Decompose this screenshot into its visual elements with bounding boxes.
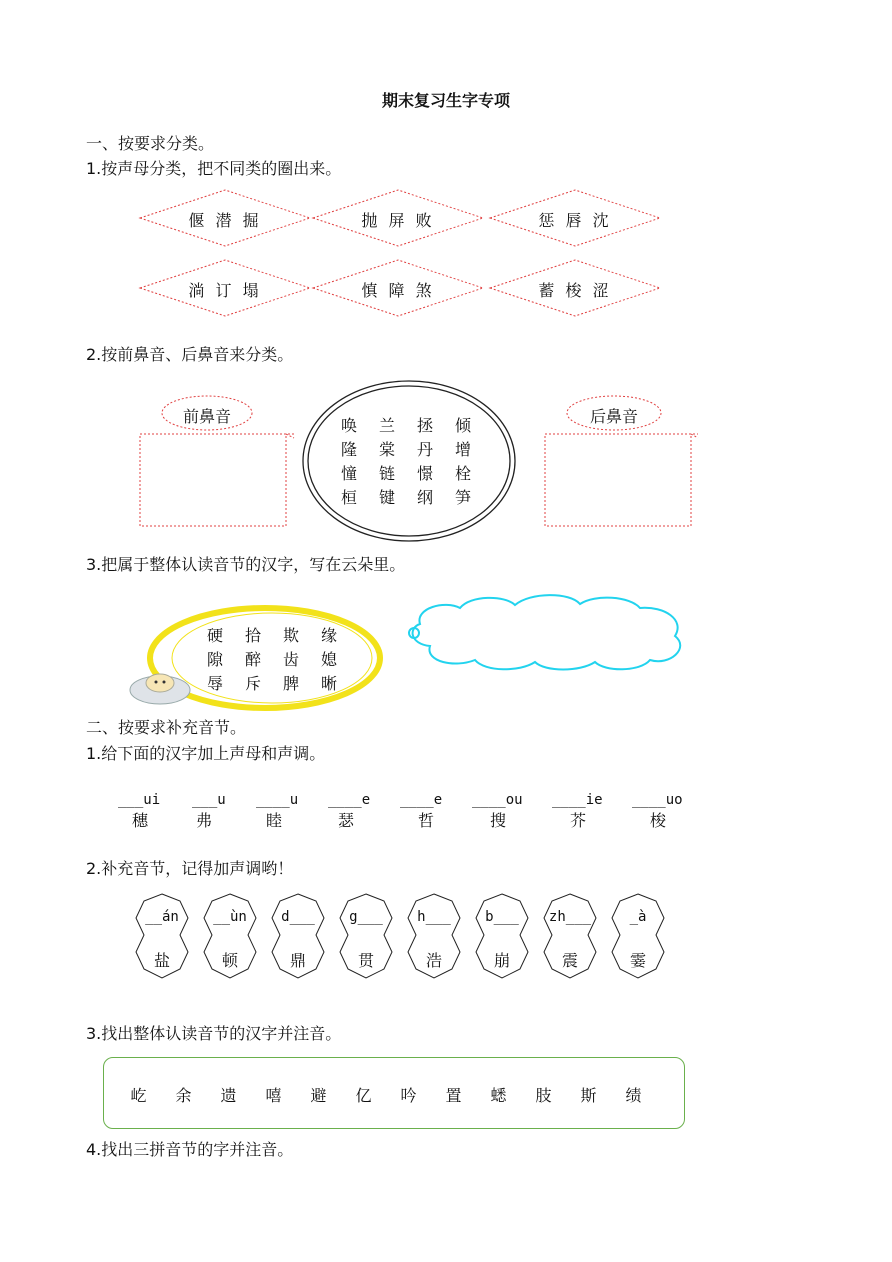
cell-pinyin-2[interactable]: __ùn [213, 909, 247, 925]
item-char: 弗 [196, 811, 213, 830]
cell-char-7: 震 [561, 951, 578, 970]
char: 倾 [454, 416, 471, 435]
item-char: 穗 [132, 811, 149, 830]
section-heading-2: 二、按要求补充音节。 [86, 718, 247, 737]
diamond-group-4: 淌 订 塌 [188, 281, 262, 300]
cloud-shape [413, 595, 681, 669]
syllable-row-1 [196, 624, 348, 648]
char: 唤 [340, 416, 357, 435]
pinyin-blank[interactable]: ___u [192, 792, 226, 808]
pinyin-blank[interactable]: ____e [328, 792, 371, 808]
char: 桓 [340, 488, 357, 507]
nasal-row-4 [330, 486, 482, 510]
pinyin-blank[interactable]: ____e [400, 792, 443, 808]
pinyin-blank[interactable]: ___ui [118, 792, 161, 808]
char: 憧 [340, 464, 357, 483]
char: 脾 [282, 674, 299, 693]
char: 憬 [416, 464, 433, 483]
char: 缘 [320, 626, 337, 645]
char: 斥 [244, 674, 261, 693]
char: 链 [378, 464, 395, 483]
char: 齿 [282, 650, 299, 669]
fill-item-6 [472, 792, 532, 831]
char: 拾 [244, 626, 261, 645]
pinyin-blank[interactable]: ____ie [552, 792, 603, 808]
question-1-2-prompt: 2.按前鼻音、后鼻音来分类。 [86, 345, 294, 364]
cell-char-4: 贯 [357, 951, 374, 970]
cell-pinyin-8[interactable]: _à [629, 909, 647, 925]
cell-pinyin-5[interactable]: h___ [417, 909, 451, 925]
front-nasal-frame [140, 434, 286, 526]
char: 键 [378, 488, 395, 507]
back-nasal-frame [545, 434, 691, 526]
diamond-group-6: 蓄 梭 涩 [538, 281, 612, 300]
pinyin-blank[interactable]: ____uo [632, 792, 683, 808]
char: 增 [454, 440, 471, 459]
char: 嘻 [265, 1086, 282, 1105]
char: 纲 [416, 488, 433, 507]
back-nasal-label: 后鼻音 [589, 407, 638, 426]
char: 兰 [378, 416, 395, 435]
fill-item-4 [328, 792, 388, 831]
char: 绩 [625, 1086, 642, 1105]
char: 醉 [244, 650, 261, 669]
fill-item-7 [552, 792, 612, 831]
fill-item-1 [118, 792, 178, 831]
syllable-row-3 [196, 672, 348, 696]
char: 屹 [130, 1086, 147, 1105]
item-char: 睦 [266, 811, 283, 830]
character-box [103, 1057, 685, 1129]
char: 避 [310, 1086, 327, 1105]
diamond-group-1: 偃 潜 掘 [188, 211, 262, 230]
character-row [116, 1083, 656, 1106]
fill-item-3 [256, 792, 316, 831]
fill-item-8 [632, 792, 692, 831]
nasal-char-grid [330, 414, 482, 510]
char: 欺 [282, 626, 299, 645]
cell-pinyin-3[interactable]: d___ [281, 909, 315, 925]
cell-pinyin-1[interactable]: __án [145, 909, 179, 925]
char: 置 [445, 1086, 462, 1105]
nasal-row-2 [330, 438, 482, 462]
cell-char-8: 霎 [629, 951, 646, 970]
char: 蟋 [490, 1086, 507, 1105]
question-1-3-prompt: 3.把属于整体认读音节的汉字，写在云朵里。 [86, 555, 406, 574]
item-char: 梭 [650, 811, 667, 830]
char: 隆 [340, 440, 357, 459]
pinyin-blank[interactable]: ____u [256, 792, 299, 808]
page-title: 期末复习生字专项 [381, 91, 510, 110]
fill-item-5 [400, 792, 460, 831]
syllable-char-grid [196, 624, 348, 696]
item-char: 芥 [570, 811, 587, 830]
nasal-row-3 [330, 462, 482, 486]
char: 斯 [580, 1086, 597, 1105]
cell-char-3: 鼎 [289, 951, 306, 970]
question-2-2-prompt: 2.补充音节，记得加声调哟！ [86, 859, 294, 878]
nasal-row-1 [330, 414, 482, 438]
cell-char-5: 浩 [425, 951, 442, 970]
question-2-1-prompt: 1.给下面的汉字加上声母和声调。 [86, 744, 326, 763]
char: 隙 [206, 650, 223, 669]
char: 遗 [220, 1086, 237, 1105]
cell-char-2: 顿 [221, 951, 238, 970]
fill-item-2 [192, 792, 252, 831]
diamond-group-3: 惩 唇 沈 [538, 211, 612, 230]
char: 棠 [378, 440, 395, 459]
char: 肢 [535, 1086, 552, 1105]
question-2-4-prompt: 4.找出三拼音节的字并注音。 [86, 1140, 294, 1159]
cell-char-1: 盐 [153, 951, 170, 970]
question-2-3-prompt: 3.找出整体认读音节的汉字并注音。 [86, 1024, 342, 1043]
cell-char-6: 崩 [493, 951, 510, 970]
cell-pinyin-7[interactable]: zh___ [548, 909, 592, 925]
char: 余 [175, 1086, 192, 1105]
item-char: 瑟 [338, 811, 355, 830]
item-char: 哲 [418, 811, 435, 830]
pinyin-blank[interactable]: ____ou [472, 792, 523, 808]
question-1-1-prompt: 1.按声母分类，把不同类的圈出来。 [86, 159, 342, 178]
cell-pinyin-4[interactable]: g___ [349, 909, 383, 925]
char: 拯 [416, 416, 433, 435]
diamond-group-5: 慎 障 煞 [361, 281, 435, 300]
char: 吟 [400, 1086, 417, 1105]
char: 笋 [454, 488, 471, 507]
cell-pinyin-6[interactable]: b___ [485, 909, 519, 925]
char: 亿 [355, 1086, 372, 1105]
char: 丹 [416, 440, 433, 459]
char: 栓 [454, 464, 471, 483]
char: 辱 [206, 674, 223, 693]
char: 晰 [320, 674, 337, 693]
char: 媳 [320, 650, 337, 669]
section-heading-1: 一、按要求分类。 [86, 134, 215, 153]
syllable-row-2 [196, 648, 348, 672]
char: 硬 [206, 626, 223, 645]
diamond-group-2: 抛 屏 败 [361, 211, 435, 230]
item-char: 搜 [490, 811, 507, 830]
front-nasal-label: 前鼻音 [182, 407, 231, 426]
